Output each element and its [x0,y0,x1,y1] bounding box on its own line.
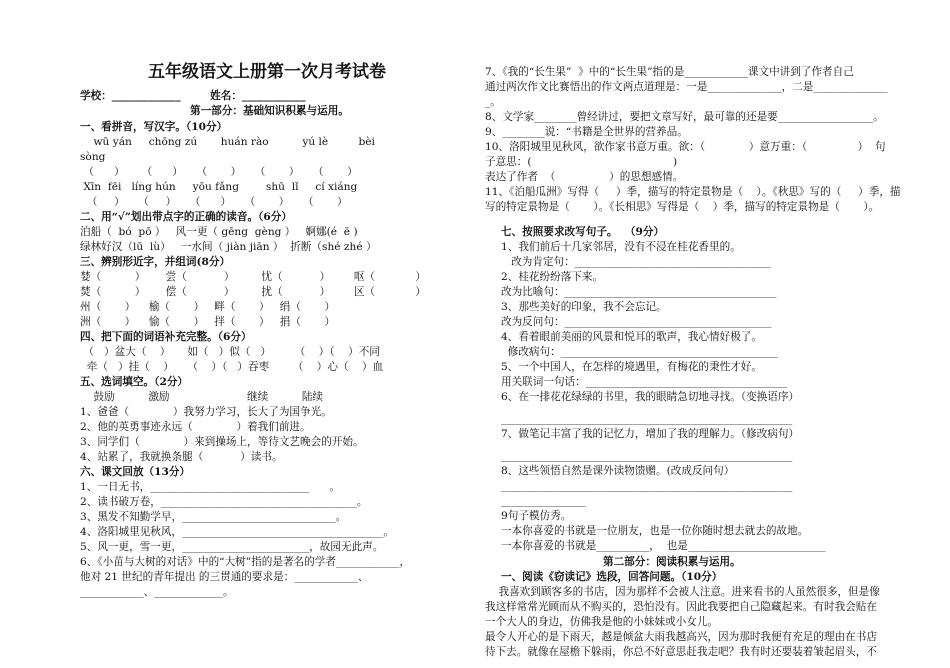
left-line-16: 洲（ ） 愉（ ） 拌（ ） 捐（ ） [80,316,336,328]
left-line-18: （ ）盆大（ ） 如（ ）似（ ） （ ）（ ）不同 [80,346,380,358]
left-line-13: 婪（ ） 尝（ ） 忧（ ） 呕（ ） [80,271,427,283]
left-line-0: 五年级语文上册第一次月考试卷 [148,62,386,82]
right-line-16: 改为反问句：_______________________________________ [501,316,772,328]
left-line-4: wū yán chōng zú huán rào yú lè bèi [80,136,375,148]
left-line-10: 泊船（ bó pō ） 风一更（ gēng gèng ） 婀娜(é ē ) [80,226,358,238]
right-line-17: 4、看着眼前美丽的风景和悦耳的歌声，我心情好极了。 [501,331,762,343]
left-line-30: 4、洛阳城里见秋风，______________________________________。 [80,526,394,538]
right-line-24: _______________________________________________________ [501,450,793,462]
right-line-22: _______________________________________________________ [501,413,793,425]
left-line-2: 第一部分：基础知识积累与运用。 [190,105,349,117]
right-line-11: 1、我们前后十几家邻居，没有不浸在桂花香里的。 [501,241,741,253]
right-line-3: 8、文学家________曾经讲过，要把文章写好，最可靠的还是要__________________。 [485,111,884,123]
right-line-35: 一个大人的身边，仿佛我是他的小妹妹或小女儿。 [485,616,719,628]
left-line-7: Xīn fēi líng hún yōu fǎng shū lǐ cí xiáng [80,181,358,193]
right-line-1: 通过两次作文比赛悟出的作文两点道理是：一是______________，二是______________ [485,81,888,93]
right-line-21: 6、在一排花花绿绿的书里，我的眼睛急切地寻找。（变换语序） [501,391,800,403]
right-line-0: 7、《我的“长生果” 》中的“长生果”指的是____________课文中讲到了作者自己 [485,66,854,78]
right-line-36: 最令人开心的是下雨天，越是倾盆大雨我越高兴，因为那时我便有充足的理由在书店 [485,631,877,643]
left-line-23: 2、他的英勇事迹永远（ ）着我们前进。 [80,421,311,433]
right-line-2: _。 [485,96,501,108]
left-line-14: 焚（ ） 偿（ ） 扰（ ） 区（ ） [80,286,427,298]
left-line-11: 绿林好汉（lū lù） 一水间（ jiàn jiān ） 折断（shé zhé ） [80,241,377,253]
left-line-5: sòng [80,151,106,163]
left-line-3: 一、看拼音，写汉字。（10分） [80,121,228,133]
right-line-4: 9、________说：“书籍是全世界的营养品。 [485,126,688,138]
right-line-26: _______________________________________________________ [501,480,793,492]
left-line-17: 四、把下面的词语补充完整。（6分） [80,331,252,343]
right-line-18: 修改病句：_________________________________________ [501,346,778,358]
right-line-23: 7、做笔记丰富了我的记忆力，增加了我的理解力。（修改病句） [501,428,800,440]
left-line-8: （ ） （ ） （ ） （ ） （ ） [80,196,348,208]
right-line-14: 改为比喻句：________________________________________ [501,286,777,298]
left-line-15: 州（ ） 榆（ ） 畔（ ） 绢（ ） [80,301,336,313]
left-line-26: 六、课文回放（13分） [80,466,191,478]
right-line-29: 一本你喜爱的书就是一位朋友，也是一位你随时想去就去的故地。 [501,525,809,537]
left-line-29: 3、黑发不知勤学早，_____________________________。 [80,511,347,523]
right-line-5: 10、洛阳城里见秋风，欲作家书意万重。欲：（ ）意万重：（ ） 句 [485,141,886,153]
right-line-8: 11、《泊船瓜洲》写得（ ）季，描写的特定景物是（ ）。《秋思》写的（ ）季，描 [485,186,901,198]
right-line-25: 8、这些领悟自然是课外读物馈赠。(改成反问句） [501,465,735,477]
right-line-27: ________________ [501,495,586,507]
left-line-33: 他对 21 世纪的青年提出 的三贯通的要求是：____________、 [80,571,369,583]
right-line-28: 9句子模仿秀。 [501,510,572,522]
left-line-28: 2、读书破万卷，_____________________________________。 [80,496,368,508]
right-line-19: 5、一个中国人，在怎样的境遇里，有梅花的秉性才好。 [501,361,762,373]
left-line-27: 1、一日无书，______________________________ 。 [80,481,341,493]
left-line-31: 5、风一更，雪一更，________________________，故园无此声。 [80,541,384,553]
right-line-9: 写的特定景物是（ ）。《长相思》写得是（ ）季，描写的特定景物是（ ）。 [485,201,880,213]
right-line-7: 表达了作者 （ ）的思想感情。 [485,171,684,183]
left-line-34: ____________、_____________。 [80,586,234,598]
right-line-10: 七、按照要求改写句子。 （9分） [501,226,665,238]
left-line-21: 鼓励 激励 继续 陆续 [80,391,324,403]
right-line-30: 一本你喜爱的书就是__________， 也是__________________________ [501,540,826,552]
right-line-31: 第二部分：阅读积累与运用。 [603,556,741,568]
right-line-20: 用关联词一句话：______________________________________ [501,376,788,388]
left-line-32: 6、《小苗与大树的对话》中的“大树”指的是著名的学者____________， [80,556,411,568]
left-line-9: 二、用“√”划出带点字的正确的读音。（6分） [80,211,292,223]
left-line-6: （ ） （ ） （ ） （ ） （ ） [80,166,358,178]
left-line-25: 4、站累了，我就换条腿（ ）读书。 [80,451,283,463]
left-line-24: 3、同学们（ ）来到操场上，等待文艺晚会的开始。 [80,436,364,448]
left-line-20: 五、选词填空。（2分） [80,376,189,388]
left-line-1: 学校：_____________ 姓名：____________ [80,90,306,102]
right-line-13: 2、桂花纷纷落下来。 [501,271,604,283]
left-line-12: 三、辨别形近字，并组词(8分） [80,256,231,268]
right-line-32: 一、阅读《窃读记》选段，回答问题。（10分） [501,571,723,583]
right-line-33: 我喜欢到顾客多的书店，因为那样不会被人注意。进来看书的人虽然很多，但是像 [485,586,880,598]
right-line-37: 待下去。就像在屋檐下躲雨，你总不好意思赶我走吧？我有时还要装着皱起眉头，不 [485,646,877,658]
left-line-19: 牵（ ）挂（ ） （ ）（ ）吞枣 （ ）心（ ）血 [80,361,384,373]
left-line-22: 1、爸爸（ ）我努力学习，长大了为国争光。 [80,406,332,418]
right-line-34: 我这样常常光顾而从不购买的，恐怕没有。因此我要把自己隐藏起来。有时我会贴在 [485,601,877,613]
right-line-15: 3、那些美好的印象，我不会忘记。 [501,301,667,313]
right-line-12: 改为肯定句：_____________________________________ [501,256,771,268]
right-line-6: 子意思：( ) [485,156,678,168]
